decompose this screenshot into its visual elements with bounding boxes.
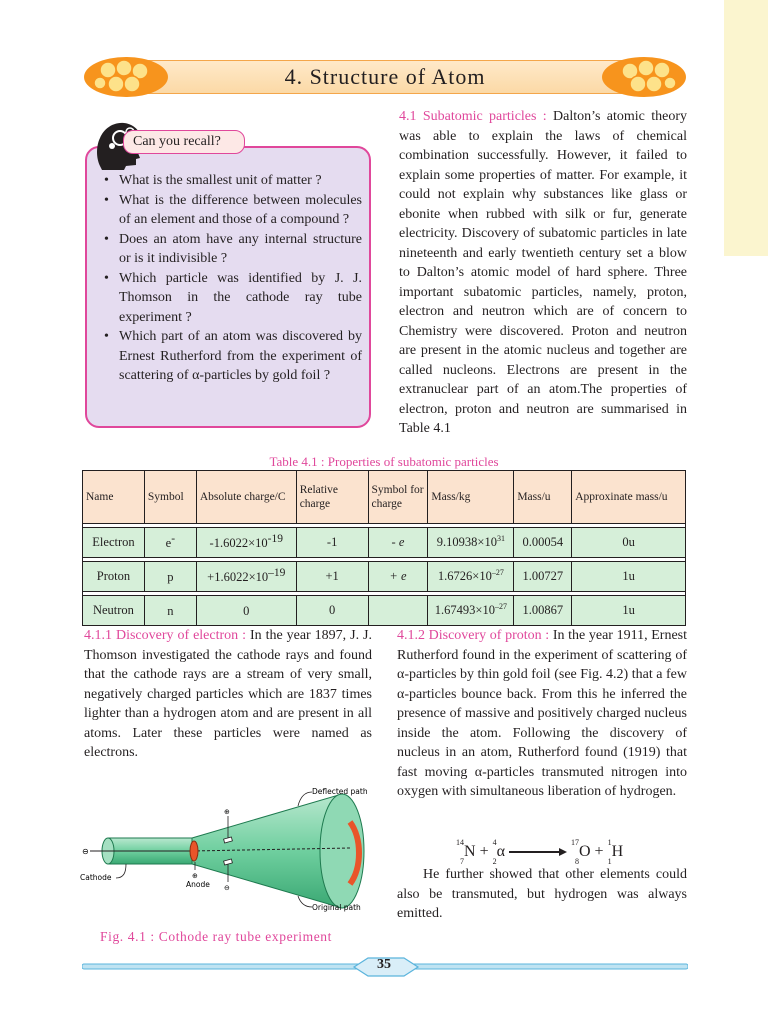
cell-abs-charge: $+1.6022\times 10^{-19}$ [196,562,296,592]
table-caption: Table 4.1 : Properties of subatomic particles [269,454,499,469]
recall-label: Can you recall? [123,130,245,154]
cell-approx-mass: 1u [572,596,686,626]
recall-item: • Does an atom have any internal structure or is it indivisible ? [104,230,362,269]
recall-list [104,171,362,386]
anode-sign-label: ⊕ [192,872,198,880]
chapter-title-bar [82,54,688,100]
section-4-1-2-paragraph [397,626,687,802]
table-header: Symbol [144,471,196,524]
cathode-ray-tube-diagram [80,786,382,921]
section-4-1-heading: 4.1 Subatomic particles : [399,109,547,124]
table-row [83,528,686,558]
cathode-label: Cathode [80,873,112,882]
cell-mass-kg: $9.10938\times 10^{31}$ [428,528,514,558]
reaction-arrow-icon [509,847,567,857]
recall-item: • What is the smallest unit of matter ? [104,171,362,191]
cell-mass-kg: $1.67493\times 10^{-27}$ [428,596,514,626]
table-header: Name [83,471,145,524]
cell-abs-charge: 0 [196,596,296,626]
table-header-row [83,471,686,524]
nuclear-equation: $^{14}$ $_7$N + $^4$ $_2$α $^{17}$ $_8$O + $^1$ $_1$H [456,838,624,867]
original-path-label: Original path [312,903,361,912]
cell-approx-mass: 1u [572,562,686,592]
cell-name: Proton [83,562,145,592]
figure-caption: Fig. 4.1 : Cothode ray tube experiment [100,929,333,944]
side-tab [724,0,768,256]
cell-rel-charge: +1 [296,562,368,592]
recall-item: • What is the difference between molecules of an element and those of a compound ? [104,191,362,230]
section-4-1-1-heading: 4.1.1 Discovery of electron : [84,628,246,643]
section-4-1-2-heading: 4.1.2 Discovery of proton : [397,628,550,643]
cell-mass-u: 1.00727 [514,562,572,592]
after-equation-paragraph: He further showed that other elements could also be transmuted, but hydrogen was always emitted. [397,867,687,921]
cell-symbol: n [144,596,196,626]
section-4-1-paragraph [399,107,687,439]
properties-table [82,470,686,626]
cell-abs-charge: $-1.6022\times 10^{-19}$ [196,528,296,558]
cell-symbol: e- [144,528,196,558]
section-4-1-2-text: In the year 1911, Ernest Rutherford found in the experiment of scattering of α-particles by thin gold foil (see Fig. 4.2) that a few α-particles bounce back. From this he inferred the presence of massive and positively charged nucleus inside the atom. Following the discovery of nucleus in an atom, Rutherford found (1919) that fast moving α-particles transmuted nitrogen into oxygen with simultaneous liberation of hydrogen. [397,628,687,799]
cell-name: Neutron [83,596,145,626]
bottom-plate-sign-label: ⊖ [224,884,230,892]
section-4-1-text: Dalton’s atomic theory was able to explain the laws of chemical combination successfully. However, it failed to explain some properties of matter. For example, it could not explain why substances like glass or ebonite when rubbed with silk or fur, generate electricity. Discovery of subatomic particles in late nineteenth and early twentieth century set a blow to Dalton’s atomic model of hard sphere. Three important subatomic particles, namely, proton, electron and neutron which are of concern to Chemistry were discovered. Proton and neutron are present in the atomic nucleus and together are called nucleons. Electrons are present in the extranuclear part of an atom.The properties of electron, proton and neutron are summarised in Table 4.1 [399,109,687,436]
recall-item: • Which part of an atom was discovered by Ernest Rutherford from the experiment of scattering of α-particles by gold foil ? [104,327,362,386]
cell-mass-u: 1.00867 [514,596,572,626]
table-header: Mass/kg [428,471,514,524]
page-title: 4. Structure of Atom [284,64,486,89]
cell-symbol-charge: - e [368,528,428,558]
cell-name: Electron [83,528,145,558]
table-header: Relative charge [296,471,368,524]
cell-mass-u: 0.00054 [514,528,572,558]
cell-rel-charge: -1 [296,528,368,558]
cell-symbol-charge: + e [368,562,428,592]
table-header: Absolute charge/C [196,471,296,524]
anode-label: Anode [186,880,210,889]
cell-approx-mass: 0u [572,528,686,558]
page-number: 35 [377,957,391,972]
section-4-1-1-paragraph [84,626,372,763]
table-header: Mass/u [514,471,572,524]
cell-rel-charge: 0 [296,596,368,626]
section-4-1-1-text: In the year 1897, J. J. Thomson investigated the cathode rays and found that the cathode rays are a stream of very small, negatively charged particles which are 1837 times lighter than a hydrogen atom and are present in all atoms. Later these particles were named as electrons. [84,628,372,760]
table-header: Symbol for charge [368,471,428,524]
cell-symbol-charge [368,596,428,626]
minus-terminal-label: ⊖ [82,847,89,856]
top-plate-sign-label: ⊕ [224,808,230,816]
cell-symbol: p [144,562,196,592]
deflected-path-label: Deflected path [312,787,368,796]
table-row [83,596,686,626]
cell-mass-kg: $1.6726\times 10^{-27}$ [428,562,514,592]
recall-item: • Which particle was identified by J. J. Thomson in the cathode ray tube experiment ? [104,269,362,328]
table-row [83,562,686,592]
table-header: Approxinate mass/u [572,471,686,524]
